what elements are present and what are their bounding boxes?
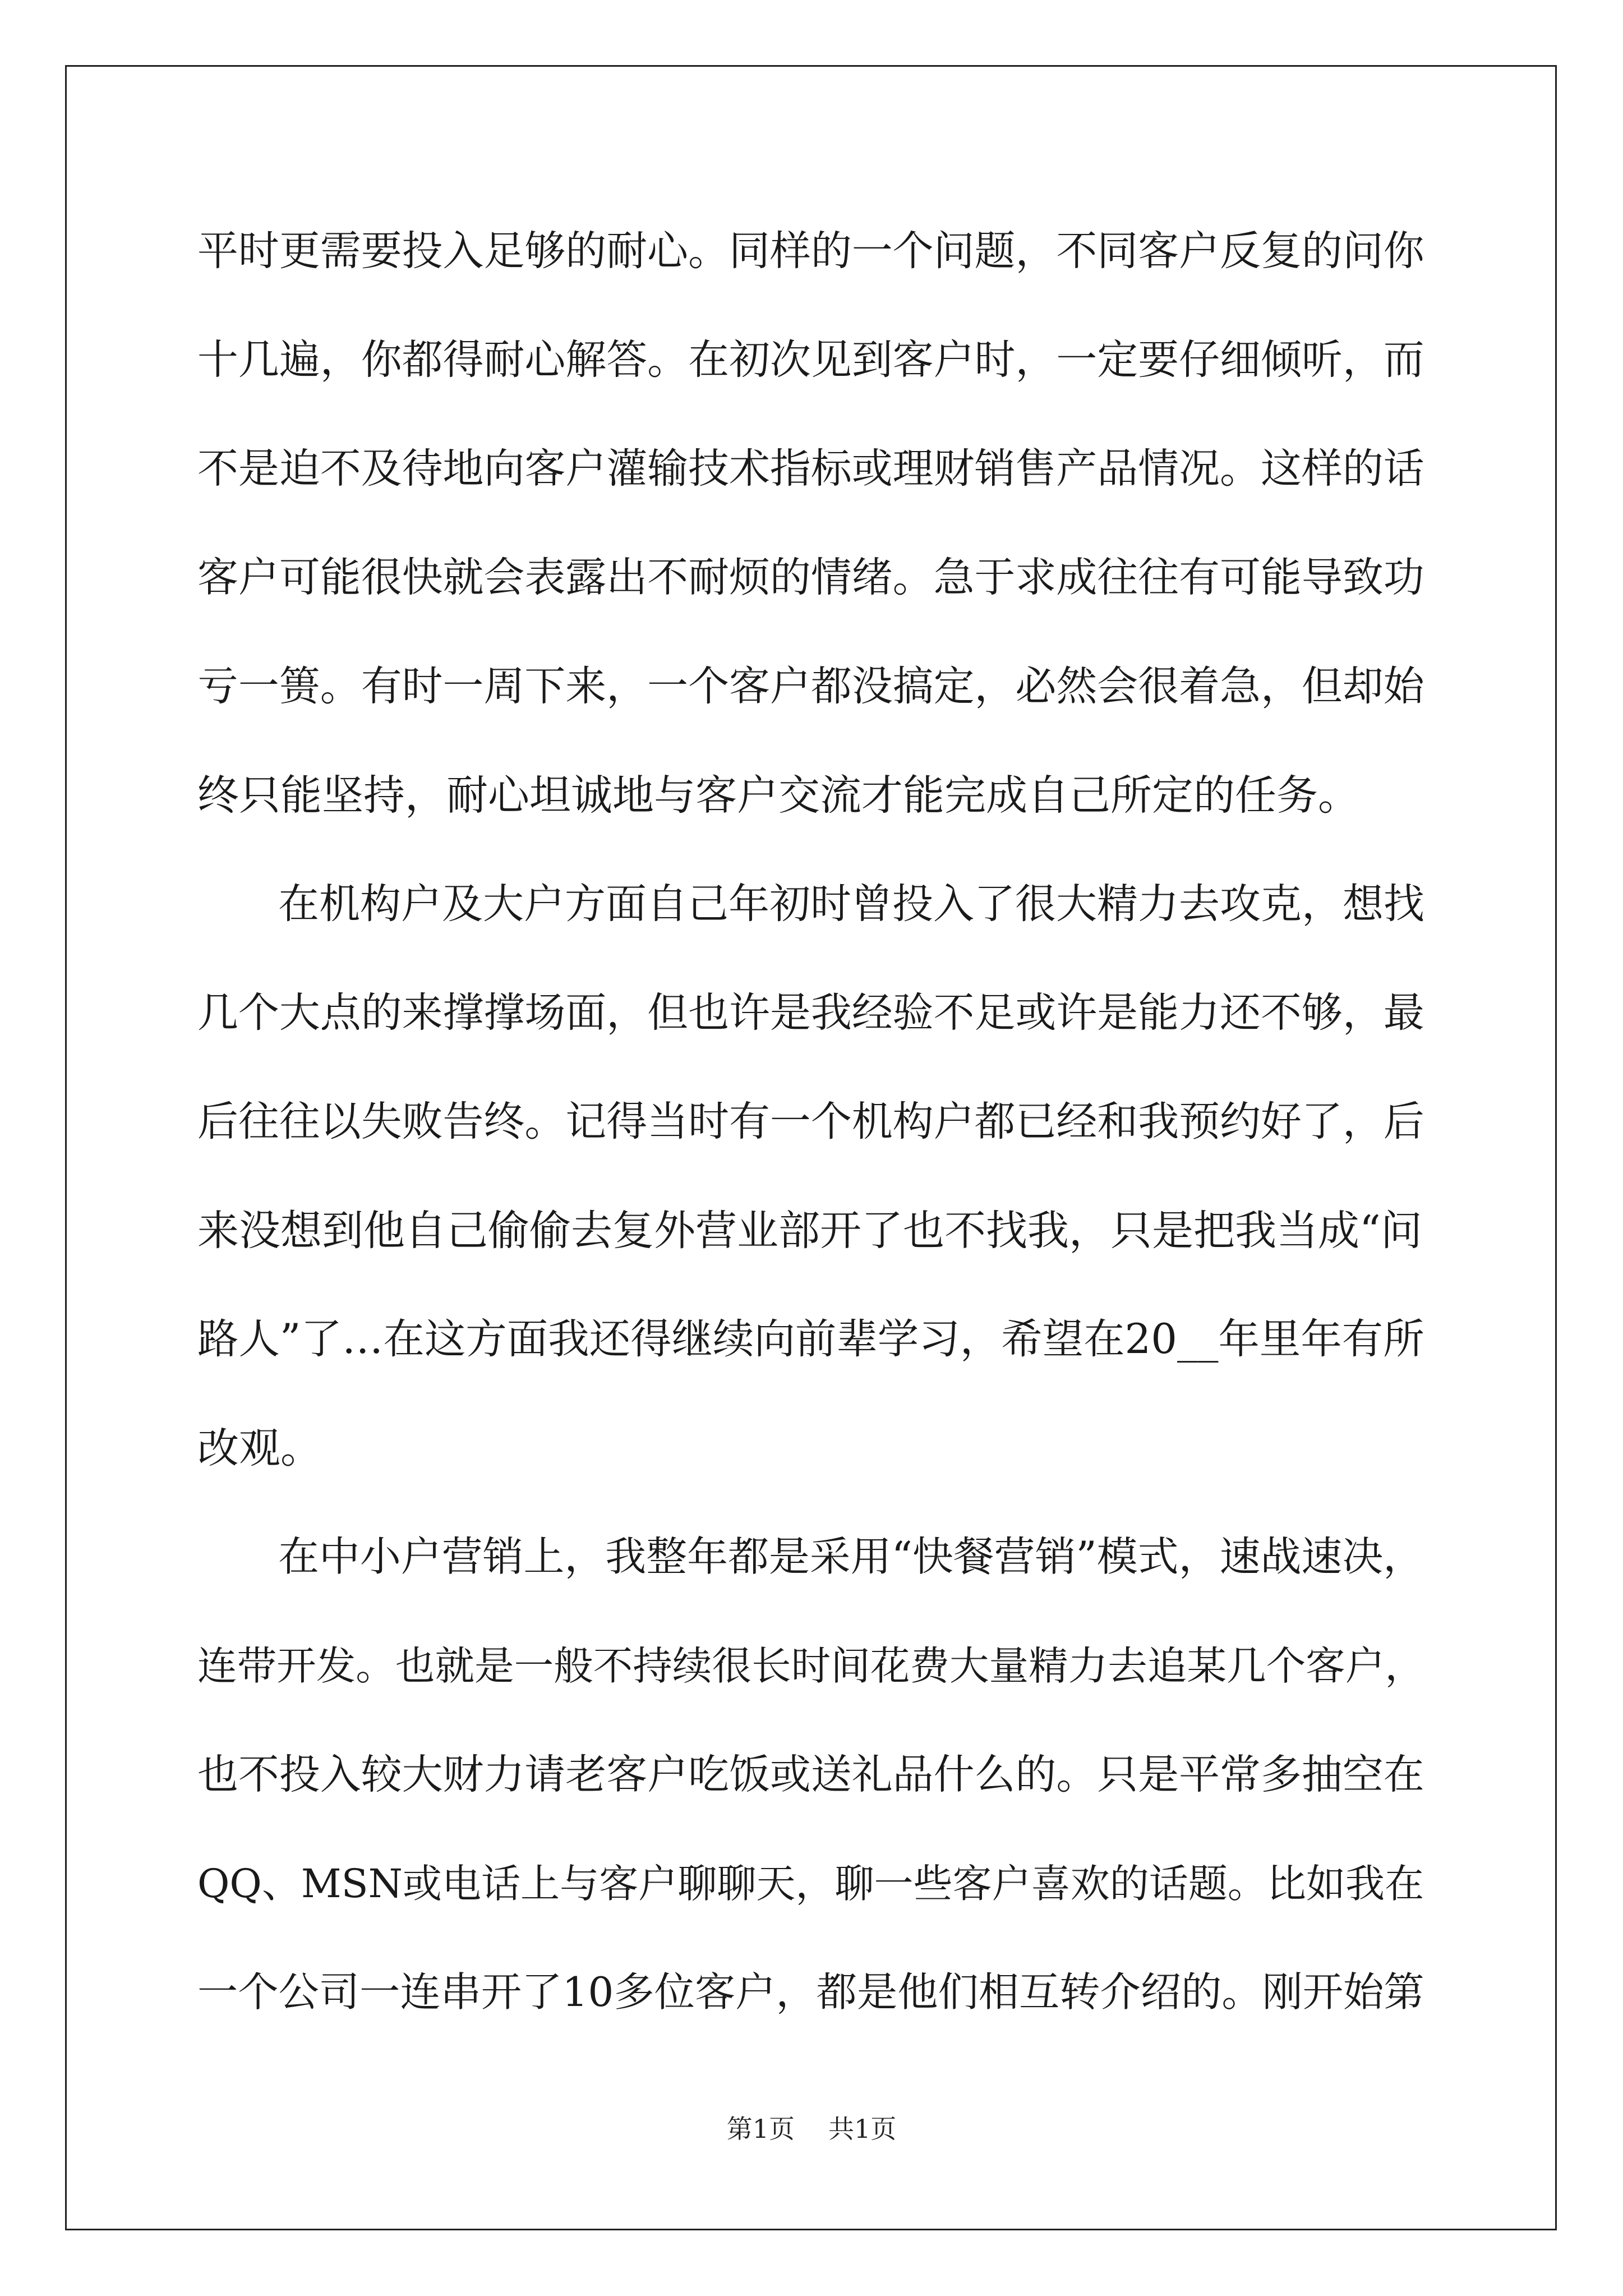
text-line: 路人”了…在这方面我还得继续向前辈学习，希望在20__年里年有所 <box>197 1315 1424 1363</box>
page-number: 第1页 <box>726 2114 795 2144</box>
paragraph-start: 在中小户营销上，我整年都是采用“快餐营销”模式，速战速决， <box>278 1533 1424 1581</box>
text-line: 一个公司一连串开了10多位客户，都是他们相互转介绍的。刚开始第 <box>197 1969 1424 2016</box>
text-line: 也不投入较大财力请老客户吃饭或送礼品什么的。只是平常多抽空在 <box>197 1751 1424 1798</box>
text-line: 终只能坚持，耐心坦诚地与客户交流才能完成自己所定的任务。 <box>197 771 1359 820</box>
text-line: 后往往以失败告终。记得当时有一个机构户都已经和我预约好了，后 <box>197 1098 1424 1145</box>
text-line: 客户可能很快就会表露出不耐烦的情绪。急于求成往往有可能导致功 <box>197 554 1424 601</box>
text-line: 不是迫不及待地向客户灌输技术指标或理财销售产品情况。这样的话 <box>197 445 1424 493</box>
text-line: 十几遍，你都得耐心解答。在初次见到客户时，一定要仔细倾听，而 <box>197 336 1424 384</box>
page-total: 共1页 <box>828 2114 897 2144</box>
text-line: 亏一篑。有时一周下来，一个客户都没搞定，必然会很着急，但却始 <box>197 662 1424 710</box>
text-line: 来没想到他自己偷偷去复外营业部开了也不找我，只是把我当成“问 <box>197 1207 1422 1255</box>
text-line: 几个大点的来撑撑场面，但也许是我经验不足或许是能力还不够，最 <box>197 989 1424 1037</box>
text-line: 平时更需要投入足够的耐心。同样的一个问题，不同客户反复的问你 <box>197 227 1424 275</box>
text-line: 连带开发。也就是一般不持续很长时间花费大量精力去追某几个客户， <box>197 1642 1424 1689</box>
text-line: QQ、MSN或电话上与客户聊聊天，聊一些客户喜欢的话题。比如我在 <box>197 1861 1424 1907</box>
paragraph-start: 在机构户及大户方面自己年初时曾投入了很大精力去攻克，想找 <box>278 880 1424 928</box>
page-footer <box>0 2112 1623 2146</box>
text-line: 改观。 <box>197 1424 322 1473</box>
